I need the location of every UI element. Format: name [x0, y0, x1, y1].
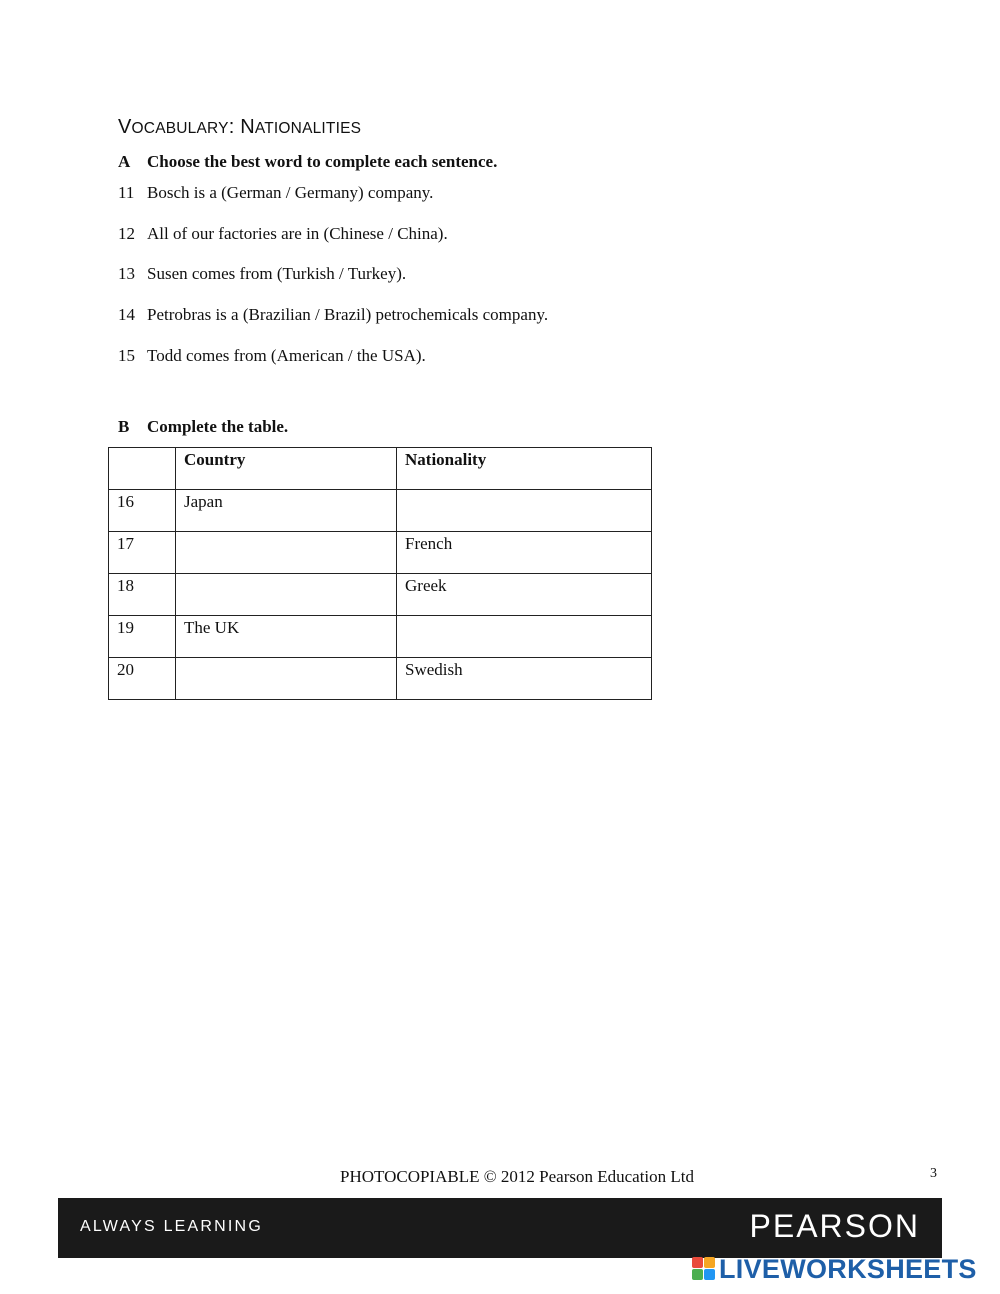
table-row	[109, 658, 652, 700]
table-row	[109, 574, 652, 616]
table-cell-country[interactable]	[176, 532, 397, 574]
section-a-title: A Choose the best word to complete each sentence.	[118, 152, 498, 171]
list-item: 12 All of our factories are in (Chinese / China).	[118, 224, 448, 243]
table-row	[109, 616, 652, 658]
tagline: ALWAYS LEARNING	[80, 1218, 263, 1235]
brand-logo: PEARSON	[749, 1208, 920, 1244]
table-header-nationality: Nationality	[397, 448, 652, 490]
table-cell-country[interactable]	[176, 658, 397, 700]
liveworksheets-logo-icon	[692, 1257, 716, 1281]
table-cell-number: 19	[109, 616, 176, 658]
list-item: 11 Bosch is a (German / Germany) company.	[118, 183, 434, 202]
copyright-notice: PHOTOCOPIABLE © 2012 Pearson Education Ltd	[340, 1167, 694, 1186]
table-cell-number: 20	[109, 658, 176, 700]
page-number: 3	[930, 1166, 937, 1181]
watermark-text: LIVEWORKSHEETS	[719, 1253, 977, 1284]
table-cell-country[interactable]: Japan	[176, 490, 397, 532]
section-b-title: B Complete the table.	[118, 417, 289, 436]
page-heading: VOCABULARY: NATIONALITIES	[118, 116, 362, 138]
list-item: 13 Susen comes from (Turkish / Turkey).	[118, 264, 407, 283]
table-cell-nationality[interactable]	[397, 616, 652, 658]
table-header-row	[109, 448, 652, 490]
table-cell-nationality[interactable]: Swedish	[397, 658, 652, 700]
list-item: 14 Petrobras is a (Brazilian / Brazil) petrochemicals company.	[118, 305, 549, 324]
table-row	[109, 490, 652, 532]
watermark	[692, 1254, 977, 1284]
table-cell-number: 17	[109, 532, 176, 574]
table-header-country: Country	[176, 448, 397, 490]
table-cell-number: 16	[109, 490, 176, 532]
footer-bar	[58, 1198, 942, 1258]
table-cell-nationality[interactable]	[397, 490, 652, 532]
table-cell-country[interactable]: The UK	[176, 616, 397, 658]
nationality-table	[108, 447, 652, 700]
table-cell-nationality[interactable]: French	[397, 532, 652, 574]
table-header-cell	[109, 448, 176, 490]
table-row	[109, 532, 652, 574]
table-cell-nationality[interactable]: Greek	[397, 574, 652, 616]
table-cell-country[interactable]	[176, 574, 397, 616]
table-cell-number: 18	[109, 574, 176, 616]
list-item: 15 Todd comes from (American / the USA).	[118, 346, 426, 365]
